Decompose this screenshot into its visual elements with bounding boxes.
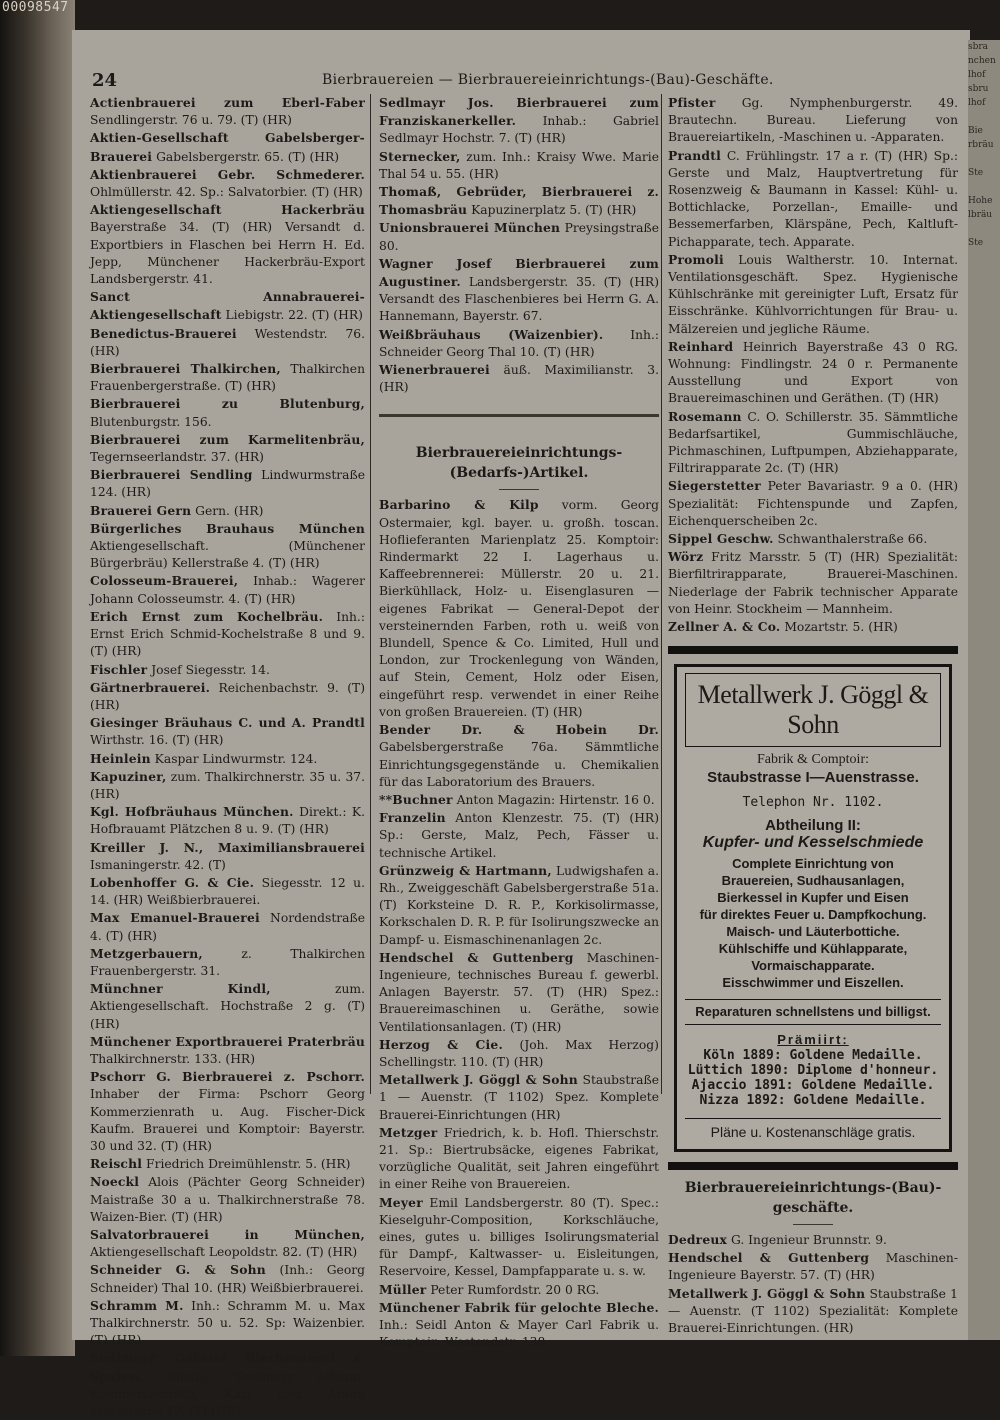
- entry-details: C. Frühlingstr. 17 a r. (T) (HR) Sp.: Gerste und Malz, Hauptvertretung für Rosenzweig & Baumann in Kassel: Kühl- u. Bottichlacke, Porzellan-, Emaille- und Bessemerfarben, Klärspäne, Pech, Kaltluft-Pichapparate, tech. Apparate.: [668, 148, 958, 249]
- entry-name: Sanct Annabrauerei-Aktiengesellschaft: [90, 289, 365, 323]
- entry-name: Sedlmayr Gabriel Bierbrauerei z. Spaten.: [90, 1350, 365, 1384]
- edge-fragment: [968, 222, 1000, 236]
- edge-fragment: sbru: [968, 84, 989, 94]
- column-2-bedarfs-entries: [379, 496, 659, 1351]
- directory-entry: [90, 750, 365, 768]
- entry-name: Herzog & Cie.: [379, 1036, 503, 1052]
- entry-name: Pfister: [668, 95, 716, 110]
- directory-entry: [379, 496, 659, 721]
- entry-name: Kreiller J. N., Maximiliansbrauerei: [90, 839, 365, 855]
- entry-name: Dedreux: [668, 1231, 728, 1247]
- entry-name: Schneider G. & Sohn: [90, 1262, 266, 1278]
- entry-name: Max Emanuel-Brauerei: [90, 910, 260, 926]
- entry-name: Metzgerbauern,: [90, 945, 203, 961]
- entry-details: Siegesstr. 12 u. 14. (HR) Weißbierbrauerei.: [90, 875, 365, 908]
- entry-details: Friedrich, k. b. Hofl. Thierschstr. 21. Sp.: Biertrubsäcke, eigenes Fabrikat, vorzügliche Qualität, seit Jahren eingeführt in einer Reihe von Brauereien.: [379, 1125, 659, 1192]
- entry-details: G. Ingenieur Brunnstr. 9.: [727, 1232, 887, 1247]
- edge-fragment: rbräu: [968, 140, 994, 150]
- entry-details: Kapuzinerplatz 5. (T) (HR): [467, 203, 637, 218]
- entry-details: Ludwigshafen a. Rh., Zweiggeschäft Gabelsbergerstraße 51a. (T) Korksteine D. R. P., Korkisolirmasse, Korkschalen D. R. P. für Isolirungszwecke an Dampf- u. Eismaschinenanlagen 2c.: [379, 863, 659, 947]
- page-number: 24: [92, 70, 118, 91]
- entry-details: Emil Landsbergerstr. 80 (T). Spec.: Kieselguhr-Composition, Korkschläuche, eines, gutes u. billiges Isolirungsmaterial für Dampf-, Kaltwasser- u. Eisleitungen, Reservoire, Kessel, Dampfapparate u. s. w.: [379, 1195, 659, 1279]
- entry-name: Heinlein: [90, 750, 151, 766]
- title-rule: [499, 489, 539, 490]
- entry-name: Wörz: [668, 549, 704, 565]
- directory-entry: [379, 148, 659, 183]
- column-3: [668, 94, 958, 1337]
- directory-entry: [379, 361, 659, 396]
- running-title: Bierbrauereien — Bierbrauereieinrichtungs-(Bau)-Geschäfte.: [322, 72, 774, 88]
- ad-company-name: Metallwerk J. Göggl & Sohn: [685, 673, 941, 747]
- directory-entry: [379, 255, 659, 326]
- column-3-entries: [668, 94, 958, 636]
- directory-entry: [90, 1297, 365, 1350]
- entry-name: Prandtl: [668, 147, 721, 163]
- directory-entry: [90, 288, 365, 324]
- entry-name: Wagner Josef Bierbrauerei zum Augustiner.: [379, 255, 659, 290]
- directory-entry: [90, 360, 365, 395]
- section-divider: [379, 414, 659, 417]
- goeggl-advertisement: [674, 664, 952, 1152]
- entry-name: Lobenhoffer G. & Cie.: [90, 874, 255, 890]
- entry-name: Aktien-Gesellschaft Gabelsberger-Brauerei: [90, 130, 365, 164]
- entry-name: Müller: [379, 1281, 427, 1297]
- entry-name: **Buchner: [379, 791, 453, 807]
- entry-details: Landsbergerstr. 35. (T) (HR) Versandt des Flaschenbieres bei Herrn G. A. Hannemann, Bayerstr. 67.: [379, 275, 659, 324]
- entry-details: Alois (Pächter Georg Schneider) Maistraße 30 a u. Thalkirchnerstraße 78. Waizen-Bier. (T) (HR): [90, 1175, 365, 1224]
- directory-entry: [379, 791, 659, 809]
- ad-department-name: Kupfer- und Kesselschmiede: [702, 834, 924, 852]
- entry-details: Maschinen-Ingenieure Bayerstr. 57. (T) (HR): [668, 1251, 958, 1283]
- entry-details: Aktiengesellschaft. (Münchener Bürgerbräu) Kellerstraße 4. (T) (HR): [90, 539, 365, 571]
- entry-name: Bierbrauerei zum Karmelitenbräu,: [90, 431, 365, 447]
- directory-entry: [90, 166, 365, 201]
- entry-name: Aktienbrauerei Gebr. Schmederer.: [90, 166, 365, 182]
- entry-details: Staubstraße 1 — Auenstr. (T 1102) Spezialität: Komplete Brauerei-Einrichtungen. (HR): [668, 1286, 958, 1335]
- entry-name: Schramm M.: [90, 1297, 184, 1313]
- directory-entry: [379, 1281, 659, 1299]
- entry-details: vorm. Georg Ostermaier, kgl. bayer. u. großh. toscan. Hoflieferanten Marienplatz 25. Komptoir: Rindermarkt 22 I. Lagerhaus u. Kaffeebrennerei: Müllerstr. 20 u. 21. Bierkühllack, Holz- u. Eisenglasuren — eigenes Fabrikat — General-Depot der versteinernden Farben, roth u. weiß von Blundell, Spence & Co. Limited, Hull und London, zur Trockenlegung von Wänden, auf Stein, Cement, Holz oder Eisen, eingeführt resp. verwendet in einer Reihe von großen Brauereien. (T) (HR): [379, 498, 659, 719]
- entry-details: äuß. Maximilianstr. 3. (HR): [379, 363, 659, 395]
- entry-name: Benedictus-Brauerei: [90, 325, 237, 341]
- edge-fragment: [968, 110, 1000, 124]
- entry-details: Gabelsbergerstraße 76a. Sämmtliche Einrichtungsgegenstände u. Chemikalien für das Laboratorium des Brauers.: [379, 740, 659, 789]
- entry-details: C. O. Schillerstr. 35. Sämmtliche Bedarfsartikel, Gummischläuche, Pichmaschinen, Luftpumpen, Abziehapparate, Filtrirapparate 2c. (T) (HR): [668, 409, 958, 476]
- entry-name: Thomaß, Gebrüder, Bierbrauerei z. Thomasbräu: [379, 184, 659, 218]
- directory-entry: [90, 466, 365, 501]
- ad-product-line: Brauereien, Sudhausanlagen,: [721, 873, 905, 889]
- entry-name: Fischler: [90, 661, 148, 677]
- edge-fragment: lbräu: [968, 210, 993, 220]
- ad-awards-title: Prämiirt:: [777, 1031, 849, 1047]
- directory-entry: [379, 862, 659, 949]
- directory-entry: [90, 1155, 365, 1173]
- entry-name: Münchener Exportbrauerei Praterbräu: [90, 1033, 365, 1049]
- entry-details: Mozartstr. 5. (HR): [780, 620, 898, 635]
- edge-fragment: nchen: [968, 56, 996, 66]
- directory-entry: [379, 219, 659, 254]
- page-header: [92, 70, 954, 96]
- entry-name: Münchener Fabrik für gelochte Bleche.: [379, 1299, 659, 1315]
- entry-details: Thalkirchen Frauenbergerstraße. (T) (HR): [90, 362, 365, 394]
- entry-details: Aktiengesellschaft Leopoldstr. 82. (T) (HR): [90, 1245, 358, 1260]
- ad-bottom-bar: [668, 1162, 958, 1170]
- directory-entry: [668, 1231, 958, 1249]
- ad-award: Ajaccio 1891: Goldene Medaille.: [691, 1077, 935, 1093]
- entry-name: Wienerbrauerei: [379, 362, 490, 378]
- directory-entry: [90, 945, 365, 980]
- entry-name: Zellner A. & Co.: [668, 619, 781, 635]
- directory-entry: [379, 1071, 659, 1124]
- entry-name: Unionsbrauerei München: [379, 220, 561, 236]
- entry-details: Anton Magazin: Hirtenstr. 16 0.: [452, 792, 655, 807]
- entry-details: Gabelsbergerstr. 65. (T) (HR): [152, 149, 340, 164]
- entry-name: Bierbrauerei Sendling: [90, 467, 253, 483]
- entry-name: Metzger: [379, 1124, 438, 1140]
- directory-entry: [90, 201, 365, 288]
- title-rule: [793, 1224, 833, 1225]
- entry-name: Erich Ernst zum Kochelbräu.: [90, 608, 324, 624]
- entry-details: Peter Rumfordstr. 20 0 RG.: [426, 1282, 600, 1297]
- entry-name: Hendschel & Guttenberg: [379, 949, 574, 965]
- directory-entry: [668, 548, 958, 618]
- directory-entry: [668, 530, 958, 548]
- ad-product-line: Kühlschiffe und Kühlapparate,: [718, 941, 908, 957]
- directory-entry: [90, 431, 365, 466]
- entry-details: (Inh.: Georg Schneider) Thal 10. (HR) Weißbierbrauerei.: [90, 1263, 365, 1295]
- entry-details: Wirthstr. 16. (T) (HR): [90, 733, 224, 748]
- directory-entry: [668, 94, 958, 147]
- directory-entry: [90, 572, 365, 607]
- entry-details: Maschinen-Ingenieure, technisches Bureau f. gewerbl. Anlagen Bayerstr. 57. (T) (HR) Spez.: Brauereimaschinen u. Geräthe, sowie Ventilationsanlagen. (T) (HR): [379, 950, 659, 1034]
- ad-factory-label: Fabrik & Comptoir:: [757, 752, 869, 768]
- entry-name: Metallwerk J. Göggl & Sohn: [668, 1285, 866, 1301]
- entry-name: Bierbrauerei zu Blutenburg,: [90, 396, 365, 412]
- entry-details: Heinrich Bayerstraße 43 0 RG. Wohnung: Findlingstr. 24 0 r. Permanente Ausstellung und Export von Brauereimaschinen und Geräthen. (T) (HR): [668, 339, 958, 406]
- directory-entry: [379, 809, 659, 862]
- entry-name: Kapuziner,: [90, 768, 167, 784]
- directory-entry: [90, 94, 365, 129]
- ad-award: Lüttich 1890: Diplome d'honneur.: [687, 1062, 939, 1078]
- directory-entry: [668, 147, 958, 251]
- entry-name: Reinhard: [668, 338, 734, 354]
- section-title-baugeschaefte: Bierbrauereieinrichtungs-(Bau)-geschäfte.: [684, 1179, 942, 1216]
- edge-fragment: Bie: [968, 126, 983, 136]
- directory-entry: [90, 395, 365, 430]
- directory-entry: [90, 1261, 365, 1296]
- entry-name: Metallwerk J. Göggl & Sohn: [379, 1072, 578, 1088]
- entry-details: Staubstraße 1 — Auenstr. (T 1102) Spez. Komplete Brauerei-Einrichtungen (HR): [379, 1073, 659, 1122]
- book-page: [72, 30, 970, 1419]
- directory-entry: [668, 408, 958, 478]
- edge-fragment: Ste: [968, 238, 984, 248]
- entry-name: Gärtnerbrauerei.: [90, 679, 211, 695]
- directory-entry: [90, 768, 365, 803]
- directory-entry: [668, 1285, 958, 1338]
- directory-entry: [90, 839, 365, 874]
- ad-award: Nizza 1892: Goldene Medaille.: [699, 1092, 927, 1108]
- entry-details: Reichenbachstr. 9. (T) (HR): [90, 680, 365, 712]
- edge-fragment: sbra: [968, 42, 989, 52]
- column-rule-right: [661, 94, 662, 1094]
- directory-entry: [379, 94, 659, 148]
- directory-entry: [668, 1249, 958, 1284]
- directory-entry: [379, 1194, 659, 1281]
- directory-entry: [90, 1068, 365, 1155]
- directory-entry: [379, 326, 659, 361]
- entry-name: Sternecker,: [379, 148, 461, 164]
- entry-name: Pschorr G. Bierbrauerei z. Pschorr.: [90, 1069, 365, 1085]
- directory-entry: [668, 618, 958, 636]
- ad-product-line: Complete Einrichtung von: [732, 856, 894, 872]
- entry-name: Weißbräuhaus (Waizenbier).: [379, 326, 604, 342]
- entry-details: Gg. Nymphenburgerstr. 49. Brautechn. Bureau. Lieferung von Brauereiartikeln, -Maschinen u. -Apparaten.: [668, 96, 958, 145]
- entry-details: Fritz Marsstr. 5 (T) (HR) Spezialität: Bierfiltrirapparate, Brauerei-Maschinen. Niederlage der Fabrik technischer Apparate von Heinr. Stockheim — Mannheim.: [668, 550, 958, 616]
- ad-top-bar: [668, 646, 958, 654]
- column-rule-left: [370, 94, 371, 1094]
- entry-name: Giesinger Bräuhaus C. und A. Prandtl: [90, 715, 365, 731]
- entry-name: Aktiengesellschaft Hackerbräu: [90, 202, 365, 218]
- ad-address: Staubstrasse I—Auenstrasse.: [707, 768, 919, 786]
- directory-entry: [90, 325, 365, 360]
- entry-details: z. Thalkirchen Frauenbergerstr. 31.: [90, 946, 365, 978]
- directory-entry: [90, 1033, 365, 1068]
- directory-entry: [90, 502, 365, 520]
- entry-details: Direkt.: K. Hofbrauamt Plätzchen 8 u. 9. (T) (HR): [90, 805, 366, 837]
- directory-entry: [90, 129, 365, 165]
- entry-name: Hendschel & Guttenberg: [668, 1250, 870, 1266]
- entry-details: Inhab.: Wagerer Johann Colosseumstr. 4. (T) (HR): [90, 574, 365, 606]
- entry-name: Reischl: [90, 1156, 143, 1172]
- directory-entry: [379, 949, 659, 1036]
- entry-details: Josef Siegesstr. 14.: [147, 662, 270, 677]
- directory-entry: [90, 714, 365, 749]
- directory-entry: [379, 1299, 659, 1352]
- ad-product-line: Bierkessel in Kupfer und Eisen: [717, 890, 909, 906]
- entry-details: Inh.: Schneider Georg Thal 10. (T) (HR): [379, 327, 659, 359]
- directory-entry: [90, 1226, 365, 1261]
- directory-entry: [379, 721, 659, 791]
- entry-name: Grünzweig & Hartmann,: [379, 862, 552, 878]
- edge-fragment: Ste: [968, 168, 984, 178]
- ad-department: Abtheilung II:: [765, 816, 861, 834]
- entry-details: Inh.: Ernst Erich Schmid-Kochelstraße 8 und 9. (T) (HR): [90, 609, 365, 659]
- entry-details: Ismaningerstr. 42. (T): [90, 857, 226, 872]
- directory-entry: [668, 477, 958, 530]
- entry-details: Friedrich Dreimühlenstr. 5. (HR): [142, 1157, 351, 1172]
- column-2-entries: [379, 94, 659, 396]
- directory-entry: [90, 679, 365, 714]
- edge-fragment: [968, 180, 1000, 194]
- entry-details: Inhab.: Gabriel Sedlmayr Hochstr. 7. (T) (HR): [379, 114, 659, 146]
- entry-name: Rosemann: [668, 408, 742, 424]
- directory-entry: [668, 251, 958, 338]
- entry-name: Siegerstetter: [668, 478, 761, 494]
- edge-fragment: lhof: [968, 98, 986, 108]
- directory-entry: [90, 520, 365, 573]
- entry-name: Meyer: [379, 1194, 423, 1210]
- entry-name: Sippel Geschw.: [668, 531, 774, 547]
- entry-name: Sedlmayr Jos. Bierbrauerei zum Franziskanerkeller.: [379, 95, 659, 129]
- entry-details: Inhab.: Sedlmayr Johann, Kommerzienrath, Karl und Anton Marsstraße 17. (T) (HR): [90, 1369, 365, 1419]
- book-binding: [0, 0, 75, 1356]
- edge-fragment: Hohe: [968, 196, 993, 206]
- column-2: [379, 94, 659, 1351]
- entry-details: Sendlingerstr. 76 u. 79. (T) (HR): [90, 113, 292, 128]
- entry-details: Inhaber der Firma: Pschorr Georg Kommerzienrath u. Aug. Fischer-Dick Kaufm. Brauerei und Komptoir: Bayerstr. 30 und 32. (T) (HR): [90, 1087, 365, 1153]
- entry-details: Schwanthalerstraße 66.: [773, 532, 928, 547]
- entry-name: Brauerei Gern: [90, 502, 192, 518]
- entry-name: Actienbrauerei zum Eberl-Faber: [90, 95, 365, 110]
- entry-name: Colosseum-Brauerei,: [90, 573, 239, 589]
- directory-entry: [90, 608, 365, 661]
- entry-details: zum. Thalkirchnerstr. 35 u. 37. (HR): [90, 769, 365, 801]
- section-title-bedarfsartikel: Bierbrauereieinrichtungs-(Bedarfs-)Artikel.: [415, 445, 623, 482]
- ad-product-line: Eisschwimmer und Eiszellen.: [722, 975, 904, 991]
- column-1: [90, 94, 365, 1420]
- entry-name: Salvatorbrauerei in München,: [90, 1227, 365, 1242]
- entry-details: Westendstr. 76. (HR): [90, 326, 365, 358]
- entry-details: zum. Aktiengesellschaft. Hochstraße 2 g. (T) (HR): [90, 982, 365, 1031]
- entry-details: Preysingstraße 80.: [379, 221, 659, 253]
- entry-name: Münchner Kindl,: [90, 981, 271, 997]
- entry-details: Bayerstraße 34. (T) (HR) Versandt d. Exportbiers in Flaschen bei Herrn H. Ed. Jepp, Münchener Hackerbräu-Export Landsbergerstr. 41.: [90, 220, 365, 287]
- directory-entry: [90, 803, 365, 838]
- directory-entry: [90, 1173, 365, 1226]
- entry-name: Bierbrauerei Thalkirchen,: [90, 361, 281, 377]
- ad-plans-note: Pläne u. Kostenanschläge gratis.: [685, 1118, 941, 1141]
- directory-entry: [90, 980, 365, 1033]
- entry-details: Tegernseerlandstr. 37. (HR): [90, 450, 264, 465]
- edge-fragment: lhof: [968, 70, 986, 80]
- directory-entry: [90, 874, 365, 909]
- entry-name: Promoli: [668, 251, 724, 267]
- scan-id: 00098547: [2, 0, 69, 15]
- entry-details: Peter Bavariastr. 9 a 0. (HR) Spezialität: Fichtenspunde und Zapfen, Eichenquerscheiben 2c.: [668, 479, 958, 528]
- column-3-bau-entries: [668, 1231, 958, 1337]
- directory-entry: [379, 1124, 659, 1194]
- entry-details: Ohlmüllerstr. 42. Sp.: Salvatorbier. (T) (HR): [90, 185, 363, 200]
- edge-fragment: [968, 152, 1000, 166]
- entry-name: Bürgerliches Brauhaus München: [90, 520, 365, 536]
- entry-details: Louis Waltherstr. 10. Internat. Ventilationsgeschäft. Spez. Hygienische Kühlschränke mit gereinigter Luft, Ersatz für Eisschränke. Kühlvorrichtungen für Brau- u. Mälzereien und jegliche Räume.: [668, 252, 958, 336]
- entry-name: Franzelin: [379, 810, 446, 826]
- entry-details: Liebigstr. 22. (T) (HR): [221, 308, 363, 323]
- directory-entry: [90, 1349, 365, 1420]
- entry-name: Bender Dr. & Hobein Dr.: [379, 722, 659, 738]
- ad-product-line: Maisch- und Läuterbottiche.: [726, 924, 900, 940]
- entry-details: Gern. (HR): [191, 503, 264, 518]
- ad-telephone: Telephon Nr. 1102.: [742, 794, 884, 810]
- ad-award: Köln 1889: Goldene Medaille.: [703, 1047, 923, 1063]
- entry-details: Lindwurmstraße 124. (HR): [90, 468, 365, 500]
- entry-name: Barbarino & Kilp: [379, 497, 539, 513]
- entry-details: Inh.: Seidl Anton & Mayer Carl Fabrik u. Komptoir: Westendstr. 138.: [379, 1318, 659, 1350]
- facing-page-edge: [968, 40, 1000, 1340]
- entry-details: zum. Inh.: Kraisy Wwe. Marie Thal 54 u. 55. (HR): [379, 149, 659, 181]
- directory-entry: [668, 338, 958, 408]
- entry-details: Kaspar Lindwurmstr. 124.: [150, 751, 318, 766]
- entry-details: Inh.: Schramm M. u. Max Thalkirchnerstr. 50 u. 52. Sp: Waizenbier. (T) (HR): [90, 1298, 365, 1348]
- ad-product-line: Vormaischapparate.: [751, 958, 875, 974]
- ad-repairs: Reparaturen schnellstens und billigst.: [685, 999, 941, 1024]
- ad-product-line: für direktes Feuer u. Dampfkochung.: [699, 907, 927, 923]
- entry-details: Anton Klenzestr. 75. (T) (HR) Sp.: Gerste, Malz, Pech, Fässer u. technische Artikel.: [379, 811, 659, 860]
- ad-products: [685, 855, 941, 991]
- directory-entry: [90, 909, 365, 944]
- entry-name: Noeckl: [90, 1174, 140, 1190]
- entry-details: Blutenburgstr. 156.: [90, 414, 212, 429]
- directory-entry: [379, 183, 659, 219]
- entry-details: Thalkirchnerstr. 133. (HR): [90, 1051, 255, 1066]
- entry-details: Nordendstraße 4. (T) (HR): [90, 911, 365, 943]
- entry-name: Kgl. Hofbräuhaus München.: [90, 804, 294, 820]
- directory-entry: [90, 661, 365, 679]
- entry-details: (Joh. Max Herzog) Schellingstr. 110. (T) (HR): [379, 1037, 659, 1069]
- directory-entry: [379, 1036, 659, 1071]
